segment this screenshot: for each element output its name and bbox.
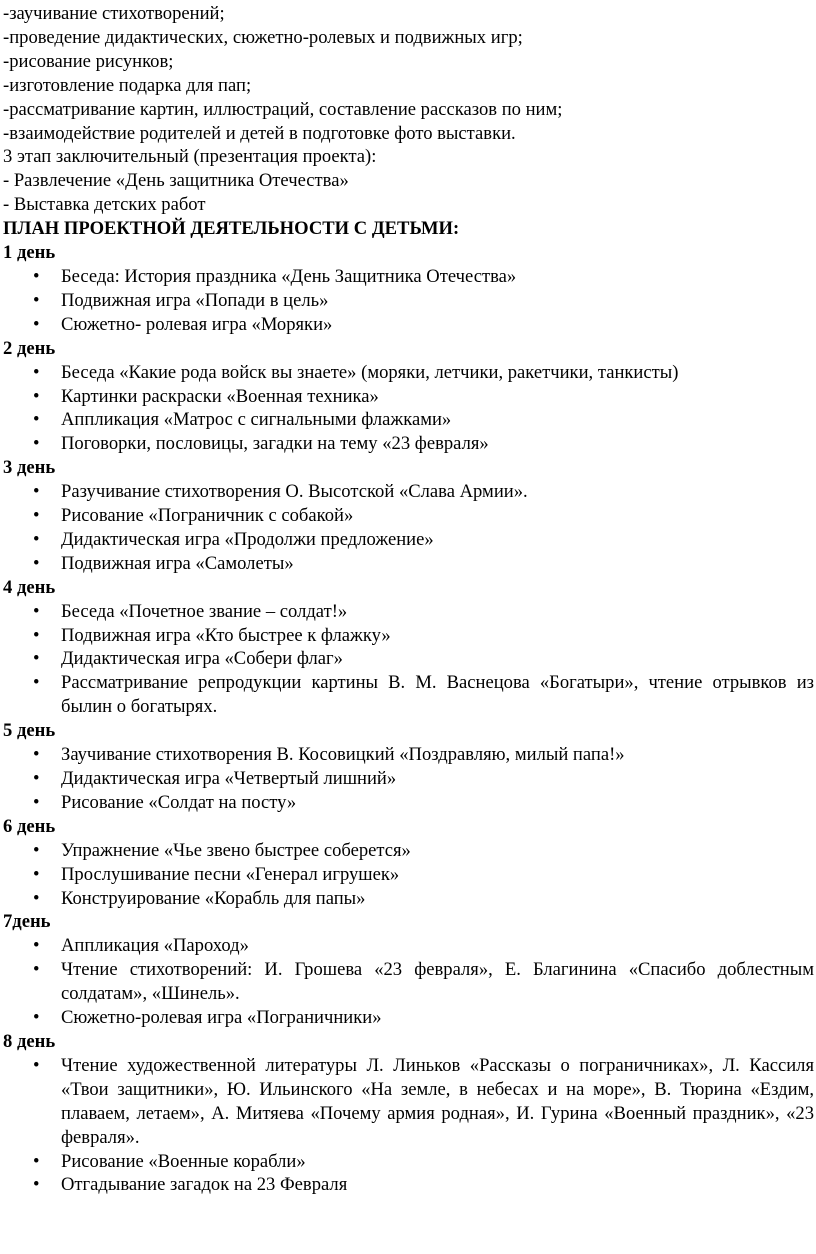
bullet-icon: • (33, 505, 40, 527)
intro-line: -изготовление подарка для пап; (3, 74, 252, 96)
bullet-icon: • (33, 648, 40, 670)
day-section-2 (3, 337, 816, 457)
list-item-text: Дидактическая игра «Четвертый лишний» (61, 768, 397, 789)
list-item-text: Картинки раскраски «Военная техника» (61, 385, 379, 407)
list-item (3, 743, 816, 767)
list-item-text: Рисование «Солдат на посту» (61, 791, 297, 813)
list-item-text: Беседа «Какие рода войск вы знаете» (моряки, летчики, ракетчики, танкисты) (61, 361, 679, 383)
day-heading: 6 день (3, 815, 56, 837)
day-section-7 (3, 910, 816, 1030)
day-section-5 (3, 719, 816, 815)
day-items-list (3, 600, 816, 720)
list-item-text: Прослушивание песни «Генерал игрушек» (61, 863, 400, 885)
list-item (3, 647, 816, 671)
day-items-list (3, 480, 816, 576)
list-item (3, 313, 816, 337)
list-item (3, 504, 816, 528)
list-item-text: Рисование «Пограничник с собакой» (61, 505, 354, 527)
day-items-list (3, 1054, 816, 1197)
list-item-text: Подвижная игра «Кто быстрее к флажку» (61, 624, 391, 646)
day-heading: 8 день (3, 1030, 56, 1052)
intro-line: -заучивание стихотворений; (3, 3, 225, 24)
list-item (3, 361, 816, 385)
list-item-text: Отгадывание загадок на 23 Февраля (61, 1174, 348, 1196)
list-item (3, 887, 816, 911)
bullet-icon: • (33, 433, 40, 455)
day-items-list (3, 265, 816, 337)
bullet-icon: • (33, 313, 40, 335)
list-item-text: Чтение художественной литературы Л. Линьков «Рассказы о пограничниках», Л. Кассиля «Твои защитники», Ю. Ильинского «На земле, в небесах и на море», В. Тюрина «Ездим, плаваем, летаем», А. Митяева «Почему армия родная», И. Гурина «Военный праздник», «23 февраля». (61, 1054, 814, 1148)
list-item (3, 767, 816, 791)
day-heading: 4 день (3, 576, 56, 598)
bullet-icon: • (33, 385, 40, 407)
day-items-list (3, 839, 816, 911)
list-item (3, 480, 816, 504)
day-section-1 (3, 241, 816, 337)
list-item (3, 289, 816, 313)
list-item-text: Разучивание стихотворения О. Высотской «Слава Армии». (61, 481, 528, 503)
list-item (3, 624, 816, 648)
list-item-text: Сюжетно- ролевая игра «Моряки» (61, 313, 333, 335)
day-section-8 (3, 1030, 816, 1197)
list-item-text: Беседа: История праздника «День Защитника Отечества» (61, 265, 517, 287)
intro-line: - Выставка детских работ (3, 194, 206, 216)
day-heading: 5 день (3, 720, 56, 742)
day-items-list (3, 934, 816, 1030)
list-item-text: Подвижная игра «Попади в цель» (61, 289, 329, 311)
bullet-icon: • (33, 409, 40, 431)
list-item (3, 385, 816, 409)
bullet-icon: • (33, 600, 40, 622)
day-section-4 (3, 576, 816, 719)
list-item (3, 408, 816, 432)
list-item-text: Рассматривание репродукции картины В. М. Васнецова «Богатыри», чтение отрывков из былин о богатырях. (61, 672, 814, 718)
list-item (3, 528, 816, 552)
stage-heading: 3 этап заключительный (презентация проекта): (3, 146, 377, 168)
day-heading: 7день (3, 911, 51, 933)
list-item-text: Поговорки, пословицы, загадки на тему «23 февраля» (61, 433, 489, 455)
day-heading: 3 день (3, 457, 56, 479)
plan-title: ПЛАН ПРОЕКТНОЙ ДЕЯТЕЛЬНОСТИ С ДЕТЬМИ: (3, 218, 460, 240)
bullet-icon: • (33, 887, 40, 909)
list-item (3, 1054, 816, 1150)
bullet-icon: • (33, 1150, 40, 1172)
list-item (3, 934, 816, 958)
bullet-icon: • (33, 1054, 40, 1076)
bullet-icon: • (33, 744, 40, 766)
list-item-text: Аппликация «Матрос с сигнальными флажками» (61, 409, 452, 431)
bullet-icon: • (33, 552, 40, 574)
list-item-text: Дидактическая игра «Собери флаг» (61, 648, 343, 670)
intro-line: -взаимодействие родителей и детей в подготовке фото выставки. (3, 122, 516, 144)
bullet-icon: • (33, 289, 40, 311)
intro-line: - Развлечение «День защитника Отечества» (3, 170, 349, 192)
bullet-icon: • (33, 1007, 40, 1029)
list-item (3, 1173, 816, 1197)
bullet-icon: • (33, 959, 40, 981)
bullet-icon: • (33, 1174, 40, 1196)
day-section-6 (3, 815, 816, 911)
list-item (3, 791, 816, 815)
list-item-text: Аппликация «Пароход» (61, 935, 249, 957)
list-item-text: Заучивание стихотворения В. Косовицкий «Поздравляю, милый папа!» (61, 744, 625, 766)
list-item-text: Дидактическая игра «Продолжи предложение» (61, 528, 434, 550)
list-item (3, 552, 816, 576)
intro-section (3, 2, 816, 217)
intro-line: -рассматривание картин, иллюстраций, составление рассказов по ним; (3, 98, 563, 120)
day-heading: 1 день (3, 242, 56, 264)
bullet-icon: • (33, 672, 40, 694)
list-item (3, 863, 816, 887)
day-section-3 (3, 456, 816, 576)
list-item-text: Сюжетно-ролевая игра «Пограничники» (61, 1007, 382, 1029)
bullet-icon: • (33, 361, 40, 383)
list-item (3, 1150, 816, 1174)
list-item-text: Упражнение «Чье звено быстрее соберется» (61, 839, 411, 861)
list-item-text: Беседа «Почетное звание – солдат!» (61, 600, 348, 622)
list-item (3, 600, 816, 624)
bullet-icon: • (33, 791, 40, 813)
bullet-icon: • (33, 481, 40, 503)
list-item-text: Чтение стихотворений: И. Грошева «23 февраля», Е. Благинина «Спасибо доблестным солдатам», «Шинель». (61, 959, 814, 1005)
list-item-text: Рисование «Военные корабли» (61, 1150, 306, 1172)
day-items-list (3, 743, 816, 815)
list-item (3, 671, 816, 719)
intro-line: -рисование рисунков; (3, 50, 174, 72)
bullet-icon: • (33, 528, 40, 550)
list-item (3, 839, 816, 863)
day-heading: 2 день (3, 337, 56, 359)
bullet-icon: • (33, 839, 40, 861)
intro-line: -проведение дидактических, сюжетно-ролевых и подвижных игр; (3, 26, 523, 48)
bullet-icon: • (33, 768, 40, 789)
bullet-icon: • (33, 863, 40, 885)
list-item-text: Подвижная игра «Самолеты» (61, 552, 294, 574)
bullet-icon: • (33, 935, 40, 957)
list-item-text: Конструирование «Корабль для папы» (61, 887, 366, 909)
list-item (3, 958, 816, 1006)
list-item (3, 432, 816, 456)
list-item (3, 265, 816, 289)
bullet-icon: • (33, 624, 40, 646)
list-item (3, 1006, 816, 1030)
day-items-list (3, 361, 816, 457)
bullet-icon: • (33, 265, 40, 287)
